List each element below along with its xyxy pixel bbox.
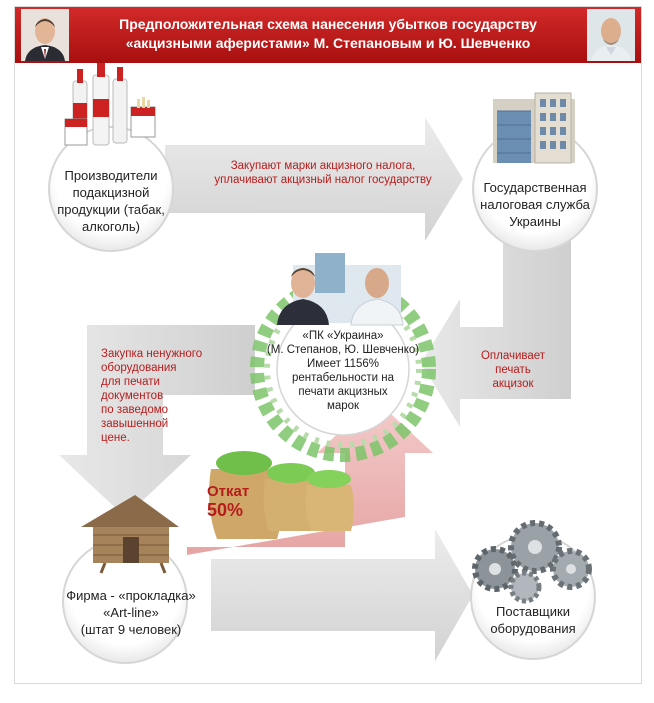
node-suppliers-text: Поставщики оборудования [490,604,576,636]
arrow-left-label: Закупка ненужного оборудования для печати документов по заведомо завышенной цене. [101,348,203,444]
pk-photo-icon [277,253,403,325]
kickback-percent: 50% [207,500,244,520]
node-firm-text: Фирма - «прокладка» «Art-line» (штат 9 человек) [66,588,196,637]
building-icon [493,93,575,163]
title-line-2: «акцизными аферистами» М. Степановым и Ю. Шевченко [125,35,531,51]
scheme-frame [14,6,642,684]
arrow-top-label: Закупают марки акцизного налога, уплачивают акцизный налог государству [214,160,432,186]
kickback-text: Откат [207,483,250,500]
hut-icon [81,495,179,573]
node-producers-text: Производители подакцизной продукции (табак, алкоголь) [57,168,165,234]
arrow-right-tax-to-pk [421,227,571,427]
kickback-label [207,483,249,519]
arrow-bottom-firm-to-suppliers [211,529,473,661]
title-line-1: Предположительная схема нанесения убытков государству [119,16,537,32]
node-tax-text: Государственная налоговая служба Украины [480,180,590,229]
arrow-right-label: Оплачивает печать акцизок [480,350,546,390]
node-pk-text: «ПК «Украина» (М. Степанов, Ю. Шевченко) Имеет 1156% рентабельности на печати акцизных марок [266,330,420,412]
